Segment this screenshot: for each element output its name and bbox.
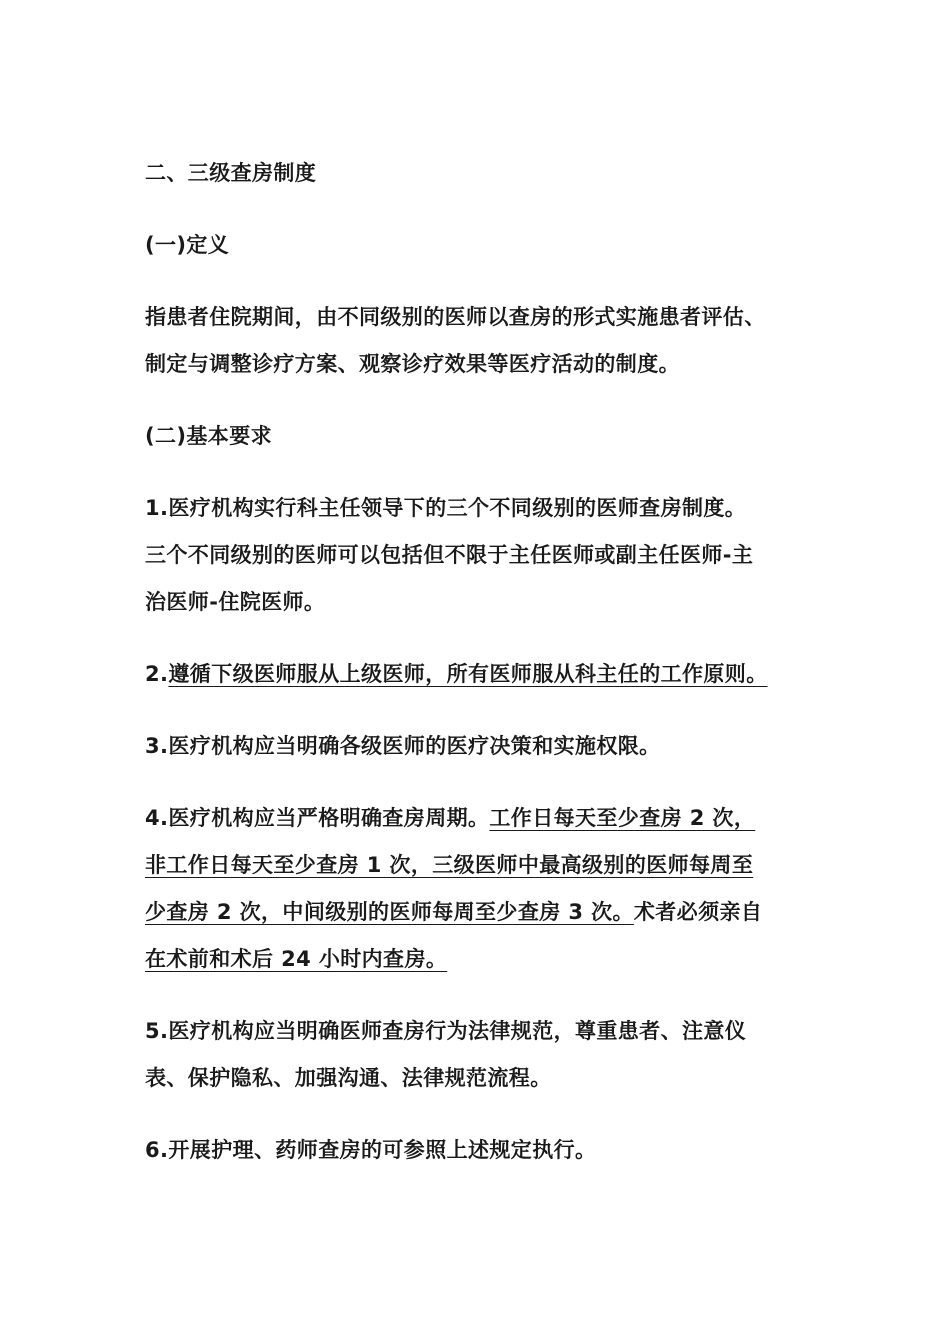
item5-line-2: 表、保护隐私、加强沟通、法律规范流程。: [145, 1066, 552, 1090]
item4-line-1: [145, 795, 835, 842]
document-page: [145, 150, 835, 1174]
item4-underlined-3: 少查房 2 次，中间级别的医师每周至少查房 3 次。: [145, 900, 634, 924]
item1-line-3: 治医师-住院医师。: [145, 590, 326, 614]
definition-title: (一)定义: [145, 233, 230, 257]
item3: 3.医疗机构应当明确各级医师的医疗决策和实施权限。: [145, 734, 661, 758]
item4-line-4: [145, 936, 835, 983]
item4-line-2: [145, 842, 835, 889]
item4-line-3-rest: 术者必须亲自: [633, 900, 763, 924]
item2-number: 2.: [145, 662, 169, 686]
item6: 6.开展护理、药师查房的可参照上述规定执行。: [145, 1138, 597, 1162]
requirements-title: (二)基本要求: [145, 424, 272, 448]
item5-line-1: 5.医疗机构应当明确医师查房行为法律规范，尊重患者、注意仪: [145, 1019, 747, 1043]
item4-lead: 4.医疗机构应当严格明确查房周期。: [145, 806, 490, 830]
item2-underlined-text: 遵循下级医师服从上级医师，所有医师服从科主任的工作原则。: [168, 662, 768, 686]
item1-line-1: 1.医疗机构实行科主任领导下的三个不同级别的医师查房制度。: [145, 496, 747, 520]
definition-line-2: 制定与调整诊疗方案、观察诊疗效果等医疗活动的制度。: [145, 352, 680, 376]
item4-underlined-2: 非工作日每天至少查房 1 次，三级医师中最高级别的医师每周至: [145, 853, 754, 877]
definition-line-1: 指患者住院期间，由不同级别的医师以查房的形式实施患者评估、: [145, 305, 766, 329]
section-heading: 二、三级查房制度: [145, 161, 317, 185]
item4-line-3: [145, 889, 835, 936]
item4-underlined-1: 工作日每天至少查房 2 次，: [489, 806, 756, 830]
item4-underlined-4: 在术前和术后 24 小时内查房。: [145, 947, 448, 971]
item1-line-2: 三个不同级别的医师可以包括但不限于主任医师或副主任医师-主: [145, 543, 754, 567]
item2: [145, 651, 835, 698]
